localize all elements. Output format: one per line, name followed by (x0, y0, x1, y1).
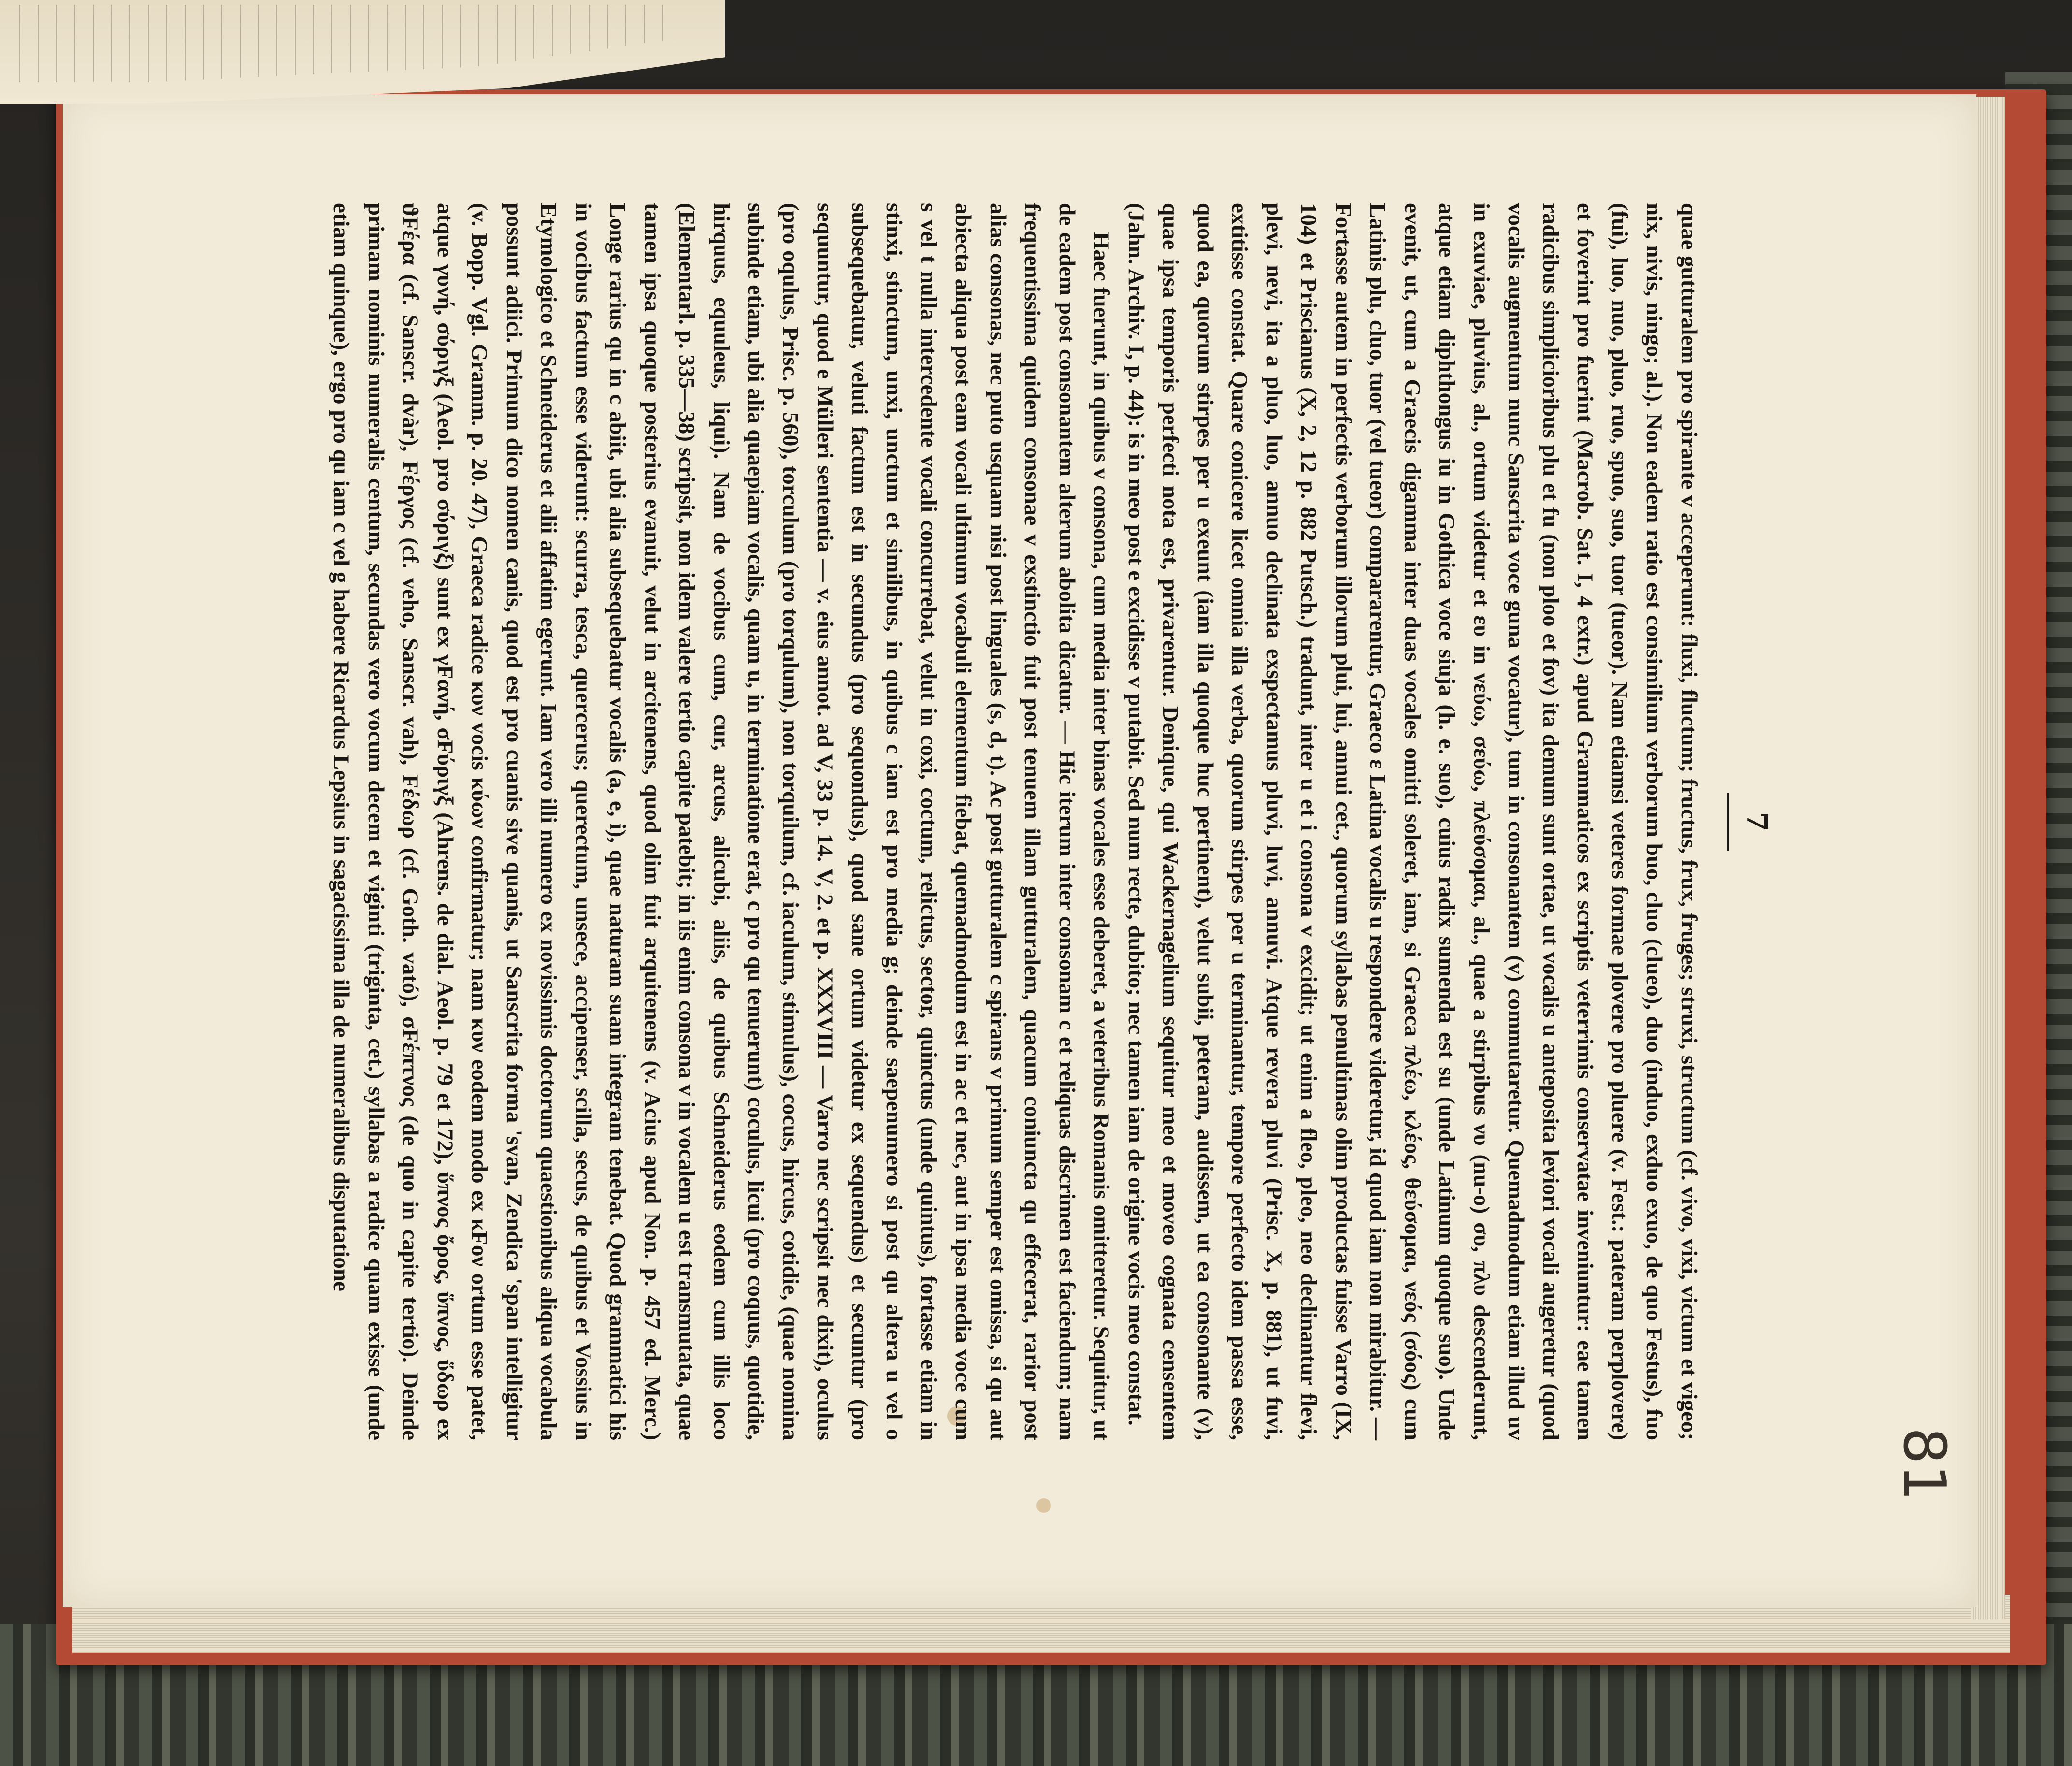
handwritten-folio-number: 81 (1890, 1427, 1957, 1501)
paragraph-2: Haec fuerunt, in quibus v consona, cum media inter binas vocales esse deberet, a veteribus Romanis omitteretur. Sequitur, ut de eadem post consonantem alterum abolita dicatur. — Hic iterum inter consonam c et reliquas discrimen est faciendum; nam frequentissima quidem consonae v exstinctio fuit post tenuem illam gutturalem, quacum coniuncta qu effecerat, rarior post alias consonas, nec puto usquam nisi post linguales (s, d, t). Ac post gutturalem c spirans v primum semper est omissa, si qu aut abiecta aliqua post eam vocali ultimum vocabuli elementum fiebat, quemadmodum est in ac et nec, aut in ipsa media voce cum s vel t nulla intercedente vocali concurrebat, velut in coxi, coctum, relictus, sector, quinctus (unde quintus), fortasse etiam in stinxi, stinctum, unxi, unctum et similibus, in quibus c iam est pro media g; deinde saepenumero si post qu altera u vel o subsequebatur, veluti factum est in secundus (pro sequondus), quod sane ortum videtur ex sequendus) et secuntur (pro sequuntur, quod e Mülleri sententia — v. eius annot. ad V, 33 p. 14. V, 2. et p. XXXVIII — Varro nec scripsit nec dixit), oculus (pro oqulus, Prisc. p. 560), torculum (pro torqulum), non torquilum, cf. iaculum, stimulus), cocus, hircus, cotidie, (quae nomina subinde etiam, ubi alia quaepiam vocalis, quam u, in terminatione erat, c pro qu tenuerunt) coculus, licui (pro coquus, quotidie, hirquus, equuleus, liqui). Nam de vocibus cum, cur, arcus, alicubi, aliis, de quibus Schneiderus eodem cum illis loco (Elementarl. p. 335—38) scripsit, non idem valere tertio capite patebit; in iis enim consona v in vocalem u est transmutata, quae tamen ipsa quoque posterius evanuit, velut in arcitenens, quod olim fuit arquitenens (v. Acius apud Non. p. 457 ed. Merc.) Longe rarius qu in c abiit, ubi alia subsequebatur vocalis (a, e, i), quae naturam suam integram tenebat. Quod grammatici his in vocibus factum esse viderunt: scurra, tesca, quercerus; querectum, unsece, accipenser, scilla, secus, de quibus et Vossius in Etymologico et Schneiderus et alii affatim egerunt. Iam vero illi numero ex novissimis doctorum quaestionibus aliqua vocabula possunt adiici. Primum dico nomen canis, quod est pro cuanis sive quanis, ut Sanscrita forma 'svan, Zendica 'span intelligitur (v. Bopp. Vgl. Gramm. p. 20. 47), Graeca radice κυν vocis κύων confirmatur; nam κυν eodem modo ex κFον ortum esse patet, atque γυνή, σύριγξ (Aeol. pro σύριγξ) sunt ex γFανή, σFύριγξ (Ahrens. de dial. Aeol. p. 79 et 172), ὕπνος ὄρος, ὕπνος, ὕδωρ ex ϑFέρα (cf. Sanscr. dvàr), Fέργος (cf. veho, Sanscr. vah), Fέδωρ (cf. Goth. vató), σFέπτνος (de quo in capite tertio). Deinde primam nominis numeralis centum, secundas vero vocum decem et viginti (triginta, cet.) syllabas a radice quam exisse (unde etiam quinque), ergo pro qu iam c vel g habere Ricardus Lepsius in sagacissima illa de numeralibus disputatione (329, 203, 1114, 1440)
paragraph-1: quae gutturalem pro spirante v acceperunt: fluxi, fluctum; fructus, frux, fruges; struxi, structum (cf. vivo, vixi, victum et vigeo; nix, nivis, ningo; al.). Non eadem ratio est consimilium verborum buo, cluo (clueo), duo (induo, exduo exuo, de quo Festus), fuo (fui), luo, nuo, pluo, ruo, spuo, suo, tuor (tueor). Nam etiamsi veteres formae plovere pro pluere (v. Fest.: pateram perplovere) et foverint pro fuerint (Macrob. Sat. I, 4 extr.) apud Grammaticos ex scriptis veterrimis conservatae inveniuntur: eae tamen radicibus simplicioribus plu et fu (non ploo et fov) ita demum sunt ortae, ut vocalis u anteposita leviori vocali augeretur (quod vocalis augmentum nunc Sanscrita voce guna vocatur), tum in consonantem (v) commutaretur. Quemadmodum etiam illud uv in exuviae, pluvius, al., ortum videtur et ευ in νεύω, σεύω, πλεύσομαι, al., quae a stirpibus νυ (nu-o) συ, πλυ descenderunt, atque etiam diphthongus iu in Gothica voce siuja (h. e. suo), cuius radix sumenda est su (unde Latinum quoque suo). Unde evenit, ut, cum a Graecis digamma inter duas vocales omitti soleret, iam, si Graeca πλέω, κλέος, θεύσομαι, νεός (σόος) cum Latinis plu, cluo, tuor (vel tueor) compararentur, Graeco ε Latina vocalis u respondere videretur, id quod iam non mirabitur. — Fortasse autem in perfectis verborum illorum plui, lui, annui cet., quorum syllabas penultimas olim productas fuisse Varro (IX, 104) et Priscianus (X, 2, 12 p. 882 Putsch.) tradunt, inter u et i consona v excidit; ut enim a fleo, pleo, neo declinantur flevi, plevi, nevi, ita a pluo, luo, annuo declinata exspectamus pluvi, luvi, annuvi. Atque revera pluvi (Prisc. X, p. 881), ut fuvi, extitisse constat. Quare conicere licet omnia illa verba, quorum stirpes per u terminantur, tempore perfecto idem passa esse, quod ea, quorum stirpes per u exeunt (iam illa quoque huc pertinent), velut subii, peteram, audissem, ut ea consonante (v), quae ipsa temporis perfecti nota est, privarentur. Denique, qui Wackernagelium sequitur meo et moveo cognata censentem (Jahn. Archiv. I, p. 44): is in meo post e excidisse v putabit. Sed num recte, dubito; nec tamen iam de origine vocis meo constat. (1123, 203, 1701, 1440)
rotated-page-content (329, 203, 1773, 1440)
page-number-rule (1727, 793, 1729, 851)
text-block-frame (329, 203, 1773, 1440)
page-number: 7 (1741, 811, 1773, 832)
page-stack-edge-right (1971, 97, 2005, 1619)
paper-stain (1036, 1498, 1051, 1513)
body-text (324, 203, 1706, 1440)
